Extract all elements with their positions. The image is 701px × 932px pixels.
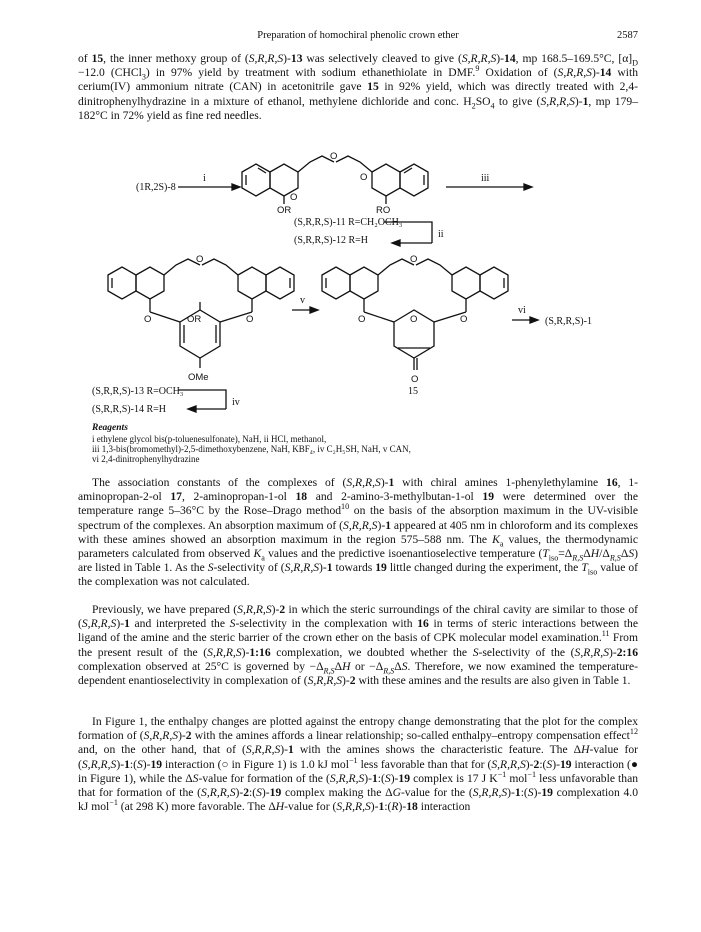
atom-o-top: O (330, 151, 338, 162)
step-ii-label: ii (438, 229, 444, 240)
atom-o-15-left: O (358, 314, 366, 325)
atom-o-15-mid: O (410, 314, 418, 325)
step-v-label: v (300, 295, 305, 306)
compound-14-label: (S,R,R,S)-14 R=H (92, 404, 166, 415)
atom-o-right: O (360, 172, 368, 183)
paragraph-association: The association constants of the complexes of (S,R,R,S)-1 with chiral amines 1-phenylethylamine 16, 1-aminopropan-2-ol 17, 2-aminopropan-1-ol 18 and 2-amino-3-methylbutan-1-ol 19 were determined over the temperature range 5–36°C by the Rose–Drago method$^{10}$ on the basis of the absorption maximum in the UV-visible spectrum of the complexes. An absorption maximum of (S,R,R,S)-1 appeared at 405 nm in chloroform and its complexes with these amines showed an absorption maximum in the region 575–588 nm. The $K_a$ values, the thermodynamic parameters calculated from observed $K_a$ values and the predictive isoenantioselective temperature $(T_{iso}=\Delta_{R,S}\Delta H/\Delta_{R,S}\Delta S)$ are listed in Table 1. As the S-selectivity of (S,R,R,S)-1 towards 19 little changed during the experiment, the $T_{iso}$ value of the complexation was not calculated. (78, 476, 639, 589)
step-i-label: i (203, 173, 206, 184)
atom-or-13: OR (187, 314, 202, 325)
running-title: Preparation of homochiral phenolic crown ether (257, 30, 459, 41)
reagents-line-1: i ethylene glycol bis(p-toluenesulfonate), NaH, ii HCl, methanol, (92, 434, 327, 444)
compound-12-label: (S,R,R,S)-12 R=H (294, 235, 368, 246)
product-label: (S,R,R,S)-1 (545, 316, 592, 327)
atom-ome: OMe (188, 372, 209, 383)
atom-o-13-top: O (196, 254, 204, 265)
page-number: 2587 (617, 30, 638, 41)
atom-o-left: O (290, 192, 298, 203)
reagents-line-2: iii 1,3-bis(bromomethyl)-2,5-dimethoxybenzene, NaH, KBF₄, iv C₂H₅SH, NaH, v CAN, (92, 444, 411, 454)
atom-o-15-right: O (460, 314, 468, 325)
start-compound-label: (1R,2S)-8 (136, 182, 176, 193)
atom-o-15-top: O (410, 254, 418, 265)
paragraph-synthesis: of 15, the inner methoxy group of (S,R,R,S)-13 was selectively cleaved to give (S,R,R,S)-14, mp 168.5–169.5°C, $[\alpha]_D -12.0$ (CHCl$_3$) in 97% yield by treatment with sodium ethanethiolate in DMF.$^9$ Oxidation of (S,R,R,S)-14 with cerium(IV) ammonium nitrate (CAN) in acetonitrile gave 15 in 92% yield, which was directly treated with 2,4-dinitrophenylhydrazine in a mixture of ethanol, methylene dichloride and conc. $H_2SO_4$ to give (S,R,R,S)-1, mp 179–182°C in 72% yield as fine red needles. (78, 52, 638, 122)
atom-ro: RO (376, 205, 391, 216)
step-iv-label: iv (232, 397, 240, 408)
compound-15-label: 15 (408, 386, 418, 397)
step-iii-label: iii (481, 173, 490, 184)
atom-or: OR (277, 205, 292, 216)
reagents-line-3: vi 2,4-dinitrophenylhydrazine (92, 454, 200, 464)
paragraph-figure1: In Figure 1, the enthalpy changes are plotted against the entropy change demonstrating that the plot for the complex formation of (S,R,R,S)-2 with the amines affords a linear relationship; so-called enthalpy–entropy compensation effect$^{12}$ and, on the other hand, that of (S,R,R,S)-1 with the amines shows the characteristic feature. The ΔH-value for (S,R,R,S)-1:(S)-19 interaction (○ in Figure 1) is 1.0 kJ mol$^{-1}$ less favorable than that for (S,R,R,S)-2:(S)-19 interaction (● in Figure 1), while the ΔS-value for formation of the (S,R,R,S)-1:(S)-19 complex is 17 J $K^{-1}$ mol$^{-1}$ less unfavorable than that for formation of the (S,R,R,S)-2:(S)-19 complex making the ΔG-value for the (S,R,R,S)-1:(S)-19 complexation 4.0 kJ mol$^{-1}$ (at 298 K) more favorable. The ΔH-value for (S,R,R,S)-1:(R)-18 interaction (78, 715, 639, 814)
atom-o-13-right: O (246, 314, 254, 325)
reagents-heading: Reagents (92, 423, 128, 433)
step-vi-label: vi (518, 305, 526, 316)
compound-11-label: (S,R,R,S)-11 R=CH₂OCH₃ (294, 217, 403, 228)
paragraph-previous: Previously, we have prepared (S,R,R,S)-2 in which the steric surroundings of the chiral cavity are similar to those of (S,R,R,S)-1 and interpreted the S-selectivity in the complexation with 16 in terms of steric interactions between the ligand of the amine and the steric barrier of the crown ether on the basis of CPK molecular model examination.$^{11}$ From the present result of the (S,R,R,S)-1:16 complexation, we doubted whether the S-selectivity of the (S,R,R,S)-2:16 complexation observed at 25°C is governed by $-\Delta_{R,S}\Delta H$ or $-\Delta_{R,S}\Delta S$. Therefore, we now examined the temperature-dependent enantioselectivity in complexation of (S,R,R,S)-2 with these amines and the results are also given in Table 1. (78, 603, 638, 688)
atom-o-13-left: O (144, 314, 152, 325)
atom-o-15-bottom: O (411, 374, 419, 385)
compound-13-label: (S,R,R,S)-13 R=OCH₃ (92, 386, 184, 397)
